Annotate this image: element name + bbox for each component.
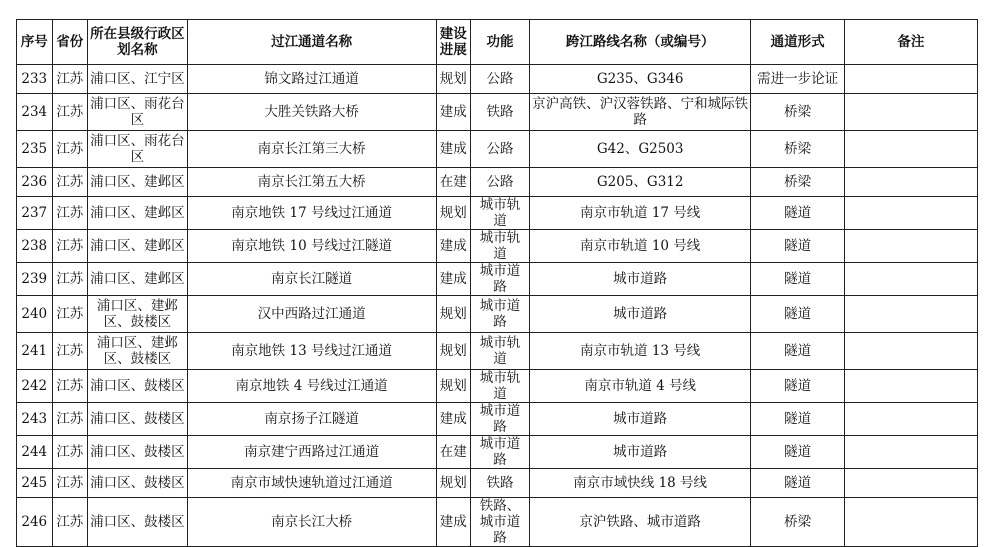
cell-route: 南京市轨道 17 号线	[529, 197, 750, 230]
table-row	[17, 469, 978, 498]
cell-progress: 规划	[436, 370, 471, 403]
cell-district: 浦口区、鼓楼区	[88, 370, 188, 403]
table-row	[17, 403, 978, 436]
cell-province: 江苏	[52, 436, 88, 469]
cell-seq: 239	[17, 263, 53, 296]
cell-province: 江苏	[52, 333, 88, 370]
cell-seq: 242	[17, 370, 53, 403]
cell-form: 隧道	[751, 230, 844, 263]
cell-district: 浦口区、建邺区	[88, 197, 188, 230]
cell-progress: 规划	[436, 333, 471, 370]
cell-note	[844, 333, 977, 370]
cell-note	[844, 94, 977, 131]
header-district: 所在县级行政区划名称	[88, 20, 188, 65]
cell-function: 城市轨道	[471, 197, 530, 230]
cell-form: 需进一步论证	[751, 65, 844, 94]
cell-seq: 233	[17, 65, 53, 94]
cell-function: 铁路、城市道路	[471, 498, 530, 547]
cell-progress: 建成	[436, 230, 471, 263]
cell-progress: 规划	[436, 197, 471, 230]
cell-name: 南京地铁 4 号线过江通道	[187, 370, 436, 403]
cell-name: 锦文路过江通道	[187, 65, 436, 94]
cell-route: 京沪铁路、城市道路	[529, 498, 750, 547]
table-row	[17, 168, 978, 197]
header-row	[17, 20, 978, 65]
header-seq: 序号	[17, 20, 53, 65]
cell-route: 城市道路	[529, 296, 750, 333]
table-row	[17, 263, 978, 296]
cell-function: 城市轨道	[471, 230, 530, 263]
cell-name: 南京长江第五大桥	[187, 168, 436, 197]
cell-district: 浦口区、建邺区	[88, 230, 188, 263]
cell-district: 浦口区、建邺区、鼓楼区	[88, 296, 188, 333]
cell-note	[844, 197, 977, 230]
cell-route: 京沪高铁、沪汉蓉铁路、宁和城际铁路	[529, 94, 750, 131]
cell-progress: 建成	[436, 403, 471, 436]
cell-progress: 建成	[436, 263, 471, 296]
cell-name: 南京长江第三大桥	[187, 131, 436, 168]
cell-province: 江苏	[52, 469, 88, 498]
cell-function: 铁路	[471, 469, 530, 498]
cell-name: 南京扬子江隧道	[187, 403, 436, 436]
cell-name: 南京地铁 13 号线过江通道	[187, 333, 436, 370]
header-function: 功能	[471, 20, 530, 65]
header-form: 通道形式	[751, 20, 844, 65]
cell-progress: 建成	[436, 94, 471, 131]
cell-note	[844, 403, 977, 436]
cell-note	[844, 296, 977, 333]
cell-seq: 241	[17, 333, 53, 370]
cell-seq: 238	[17, 230, 53, 263]
header-route: 跨江路线名称（或编号）	[529, 20, 750, 65]
cell-function: 城市轨道	[471, 370, 530, 403]
cell-form: 隧道	[751, 333, 844, 370]
cell-name: 南京长江大桥	[187, 498, 436, 547]
cell-function: 城市轨道	[471, 333, 530, 370]
cell-note	[844, 263, 977, 296]
cell-progress: 建成	[436, 131, 471, 168]
cell-district: 浦口区、江宁区	[88, 65, 188, 94]
cell-progress: 在建	[436, 436, 471, 469]
table-row	[17, 296, 978, 333]
cell-function: 公路	[471, 168, 530, 197]
header-note: 备注	[844, 20, 977, 65]
table-row	[17, 498, 978, 547]
cell-route: 南京市轨道 4 号线	[529, 370, 750, 403]
cell-district: 浦口区、鼓楼区	[88, 469, 188, 498]
cell-province: 江苏	[52, 230, 88, 263]
cell-function: 城市道路	[471, 436, 530, 469]
cell-name: 南京长江隧道	[187, 263, 436, 296]
table-row	[17, 436, 978, 469]
cell-form: 隧道	[751, 296, 844, 333]
table-row	[17, 65, 978, 94]
cell-form: 桥梁	[751, 168, 844, 197]
cell-route: 城市道路	[529, 403, 750, 436]
table-row	[17, 370, 978, 403]
cell-function: 公路	[471, 131, 530, 168]
cell-form: 桥梁	[751, 94, 844, 131]
cell-name: 南京市域快速轨道过江通道	[187, 469, 436, 498]
cell-progress: 建成	[436, 498, 471, 547]
cell-name: 大胜关铁路大桥	[187, 94, 436, 131]
cell-district: 浦口区、鼓楼区	[88, 403, 188, 436]
cell-note	[844, 370, 977, 403]
cell-province: 江苏	[52, 65, 88, 94]
cell-route: 南京市轨道 10 号线	[529, 230, 750, 263]
cell-note	[844, 65, 977, 94]
cell-note	[844, 230, 977, 263]
cell-progress: 规划	[436, 469, 471, 498]
cell-seq: 246	[17, 498, 53, 547]
cell-district: 浦口区、建邺区、鼓楼区	[88, 333, 188, 370]
cell-seq: 236	[17, 168, 53, 197]
cell-province: 江苏	[52, 197, 88, 230]
cell-province: 江苏	[52, 498, 88, 547]
crossing-table	[16, 19, 978, 547]
header-province: 省份	[52, 20, 88, 65]
cell-district: 浦口区、建邺区	[88, 263, 188, 296]
cell-name: 南京地铁 10 号线过江隧道	[187, 230, 436, 263]
cell-route: 南京市域快线 18 号线	[529, 469, 750, 498]
cell-route: G205、G312	[529, 168, 750, 197]
cell-function: 铁路	[471, 94, 530, 131]
cell-province: 江苏	[52, 131, 88, 168]
cell-function: 城市道路	[471, 403, 530, 436]
cell-district: 浦口区、鼓楼区	[88, 498, 188, 547]
cell-note	[844, 469, 977, 498]
cell-route: 南京市轨道 13 号线	[529, 333, 750, 370]
cell-seq: 235	[17, 131, 53, 168]
cell-seq: 243	[17, 403, 53, 436]
cell-form: 隧道	[751, 403, 844, 436]
cell-progress: 在建	[436, 168, 471, 197]
cell-seq: 245	[17, 469, 53, 498]
cell-province: 江苏	[52, 94, 88, 131]
cell-province: 江苏	[52, 296, 88, 333]
cell-form: 桥梁	[751, 131, 844, 168]
table-row	[17, 333, 978, 370]
cell-province: 江苏	[52, 168, 88, 197]
cell-function: 城市道路	[471, 263, 530, 296]
cell-function: 城市道路	[471, 296, 530, 333]
table-row	[17, 94, 978, 131]
header-progress: 建设进展	[436, 20, 471, 65]
cell-form: 隧道	[751, 197, 844, 230]
cell-form: 隧道	[751, 436, 844, 469]
cell-note	[844, 131, 977, 168]
cell-seq: 240	[17, 296, 53, 333]
cell-form: 桥梁	[751, 498, 844, 547]
cell-route: 城市道路	[529, 436, 750, 469]
table-row	[17, 197, 978, 230]
cell-district: 浦口区、建邺区	[88, 168, 188, 197]
cell-route: 城市道路	[529, 263, 750, 296]
cell-province: 江苏	[52, 403, 88, 436]
table-row	[17, 230, 978, 263]
cell-note	[844, 436, 977, 469]
cell-note	[844, 168, 977, 197]
cell-function: 公路	[471, 65, 530, 94]
header-name: 过江通道名称	[187, 20, 436, 65]
cell-province: 江苏	[52, 370, 88, 403]
cell-route: G235、G346	[529, 65, 750, 94]
cell-name: 汉中西路过江通道	[187, 296, 436, 333]
table-row	[17, 131, 978, 168]
cell-seq: 234	[17, 94, 53, 131]
cell-name: 南京建宁西路过江通道	[187, 436, 436, 469]
cell-district: 浦口区、雨花台区	[88, 94, 188, 131]
cell-form: 隧道	[751, 263, 844, 296]
cell-seq: 244	[17, 436, 53, 469]
cell-form: 隧道	[751, 469, 844, 498]
cell-district: 浦口区、鼓楼区	[88, 436, 188, 469]
cell-district: 浦口区、雨花台区	[88, 131, 188, 168]
cell-seq: 237	[17, 197, 53, 230]
cell-progress: 规划	[436, 65, 471, 94]
cell-route: G42、G2503	[529, 131, 750, 168]
cell-province: 江苏	[52, 263, 88, 296]
cell-progress: 规划	[436, 296, 471, 333]
cell-note	[844, 498, 977, 547]
cell-form: 隧道	[751, 370, 844, 403]
cell-name: 南京地铁 17 号线过江通道	[187, 197, 436, 230]
